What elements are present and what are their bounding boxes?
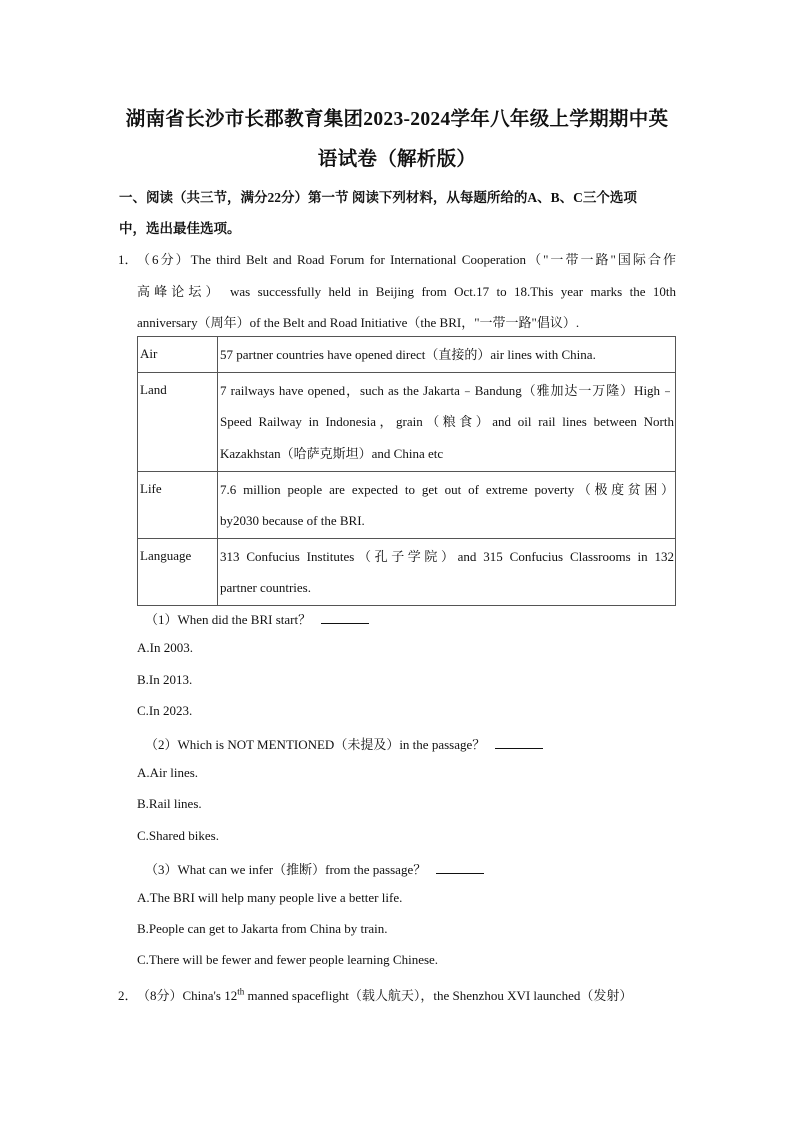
table-value-line: 57 partner countries have opened direct（直接的）air lines with China. [220, 347, 596, 362]
table-key: Life [138, 471, 218, 538]
question-1-number: 1． [118, 252, 138, 267]
table-value-line: Kazakhstan（哈萨克斯坦）and China etc [220, 445, 444, 461]
question-1-line-2: 高峰论坛） was successfully held in Beijing from Oct.17 to 18.This year marks the 10th [137, 284, 676, 299]
section-heading-line-1: 一、阅读（共三节，满分22分）第一节 阅读下列材料，从每题所给的A、B、C三个选项 [119, 190, 637, 205]
table-value-line: 7.6 million people are expected to get out of extreme poverty（极度贫困） [220, 481, 674, 497]
table-row [138, 372, 676, 471]
question-1-line-3: anniversary（周年）of the Belt and Road Initiative（the BRI，"一带一路"倡议）. [137, 315, 580, 330]
table-key: Air [138, 337, 218, 373]
table-key: Language [138, 538, 218, 605]
question-2-number: 2． [118, 988, 138, 1003]
sub-question-1 [145, 609, 369, 628]
question-2-line-1 [137, 985, 632, 1004]
option-b: B.People can get to Jakarta from China by train. [137, 921, 388, 936]
sub-question-3 [145, 859, 484, 878]
sub-question-stem: （2）Which is NOT MENTIONED（未提及）in the passage？ [145, 737, 486, 752]
option-c: C.In 2023. [137, 703, 193, 718]
sub-question-2 [145, 734, 543, 753]
option-a: A.Air lines. [137, 765, 199, 780]
page-title [110, 100, 684, 180]
table-value [218, 538, 676, 605]
sub-question-stem: （1）When did the BRI start？ [145, 612, 312, 627]
table-row [138, 538, 676, 605]
question-2-prefix: （8分）China's 12 [137, 988, 238, 1003]
question-2-suffix: manned spaceflight（载人航天），the Shenzhou XVI launched（发射） [244, 988, 633, 1003]
table-key: Land [138, 372, 218, 471]
sub-question-stem: （3）What can we infer（推断）from the passage？ [145, 862, 427, 877]
table-value [218, 372, 676, 471]
option-a: A.The BRI will help many people live a better life. [137, 890, 403, 905]
title-line-2: 语试卷（解析版） [317, 149, 477, 170]
section-heading-line-2: 中，选出最佳选项。 [119, 221, 241, 236]
ordinal-suffix: th [237, 986, 245, 997]
option-b: B.Rail lines. [137, 796, 202, 811]
table-row [138, 471, 676, 538]
table-value-line: partner countries. [220, 580, 311, 595]
table-row [138, 337, 676, 373]
option-c: C.Shared bikes. [137, 828, 219, 843]
table-value-line: by2030 because of the BRI. [220, 513, 365, 528]
table-value-line: 7 railways have opened，such as the Jakarta﹣Bandung（雅加达一万隆）High﹣ [220, 382, 674, 398]
table-value [218, 337, 676, 373]
bri-info-table [137, 336, 676, 606]
table-value-line: Speed Railway in Indonesia，grain（粮食）and oil rail lines between North [220, 414, 674, 429]
table-value [218, 471, 676, 538]
answer-blank[interactable] [321, 613, 369, 624]
answer-blank[interactable] [436, 863, 484, 874]
option-a: A.In 2003. [137, 640, 193, 655]
option-b: B.In 2013. [137, 672, 193, 687]
table-value-line: 313 Confucius Institutes（孔子学院）and 315 Confucius Classrooms in 132 [220, 548, 674, 564]
answer-blank[interactable] [495, 738, 543, 749]
option-c: C.There will be fewer and fewer people learning Chinese. [137, 952, 439, 967]
question-1-line-1: （6分）The third Belt and Road Forum for International Cooperation（"一带一路"国际合作 [137, 252, 676, 267]
title-line-1: 湖南省长沙市长郡教育集团2023-2024学年八年级上学期期中英 [125, 109, 669, 130]
